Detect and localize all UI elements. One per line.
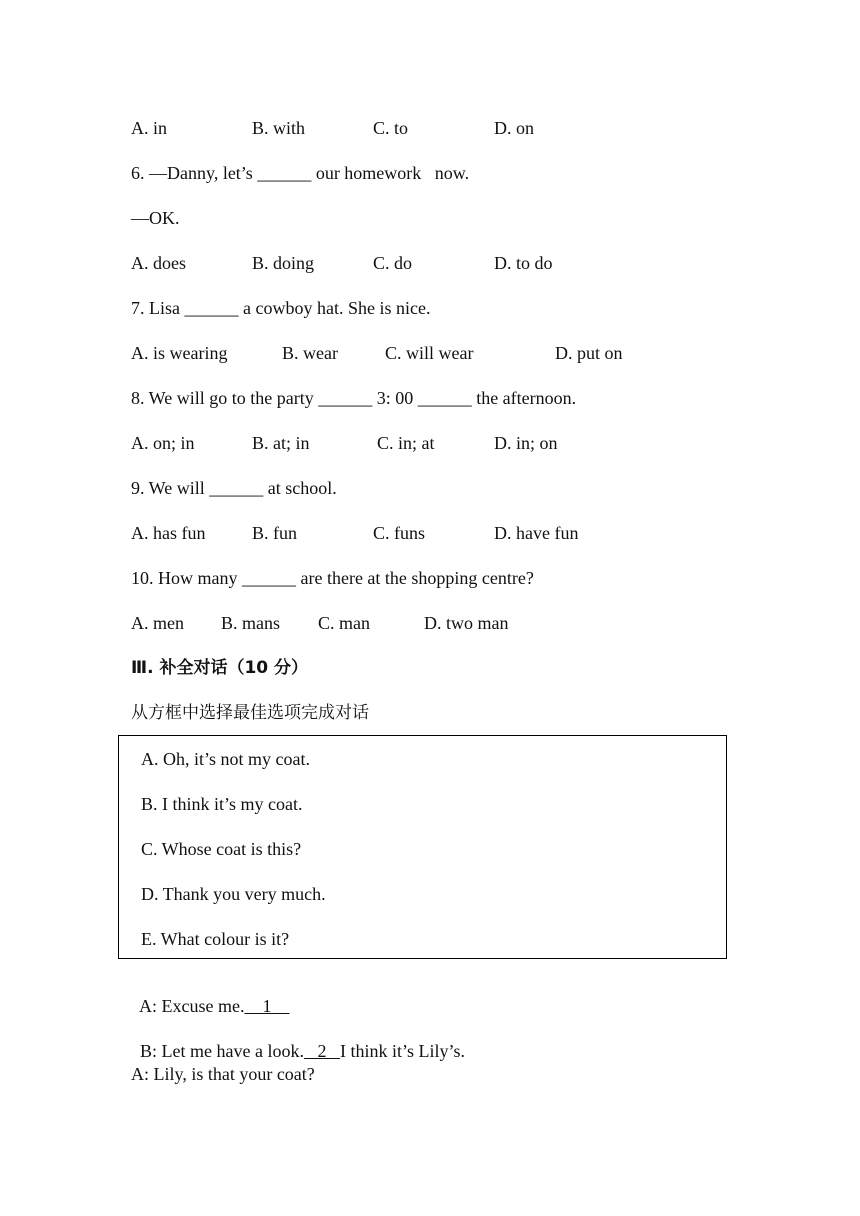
q6-option-a: A. does	[131, 253, 186, 273]
q8-option-b: B. at; in	[252, 433, 310, 453]
options-box	[118, 735, 727, 959]
q5-option-d: D. on	[494, 118, 534, 138]
q7-option-b: B. wear	[282, 343, 338, 363]
dialogue-line-1-text: A: Excuse me.	[139, 996, 245, 1016]
q7-option-d: D. put on	[555, 343, 623, 363]
q8-stem: 8. We will go to the party ______ 3: 00 ______ the afternoon.	[131, 388, 577, 408]
q10-option-a: A. men	[131, 613, 184, 633]
section-3-instruction: 从方框中选择最佳选项完成对话	[131, 703, 369, 723]
q8-option-c: C. in; at	[377, 433, 435, 453]
q9-option-c: C. funs	[373, 523, 426, 543]
q10-option-d: D. two man	[424, 613, 509, 633]
dialogue-line-3: A: Lily, is that your coat?	[131, 1064, 315, 1084]
q8-option-a: A. on; in	[131, 433, 195, 453]
dialogue-line-1	[131, 973, 289, 1017]
q6-option-b: B. doing	[252, 253, 315, 273]
q5-option-b: B. with	[252, 118, 306, 138]
dialogue-line-2-suffix: I think it’s Lily’s.	[339, 1041, 465, 1061]
box-option-b: B. I think it’s my coat.	[141, 794, 303, 814]
blank-2[interactable]: 2	[303, 1041, 340, 1061]
q9-stem: 9. We will ______ at school.	[131, 478, 337, 498]
q8-option-d: D. in; on	[494, 433, 558, 453]
box-option-c: C. Whose coat is this?	[141, 839, 302, 859]
box-option-a: A. Oh, it’s not my coat.	[141, 749, 310, 769]
q10-option-c: C. man	[318, 613, 370, 633]
q6-option-c: C. do	[373, 253, 413, 273]
q6-option-d: D. to do	[494, 253, 553, 273]
q10-stem: 10. How many ______ are there at the shopping centre?	[131, 568, 534, 588]
box-option-e: E. What colour is it?	[141, 929, 290, 949]
q7-option-c: C. will wear	[385, 343, 474, 363]
q9-option-a: A. has fun	[131, 523, 206, 543]
q5-option-a: A. in	[131, 118, 167, 138]
q9-option-b: B. fun	[252, 523, 297, 543]
dialogue-line-2-text: B: Let me have a look.	[140, 1041, 304, 1061]
q9-option-d: D. have fun	[494, 523, 579, 543]
q5-option-c: C. to	[373, 118, 409, 138]
q10-option-b: B. mans	[221, 613, 281, 633]
q7-option-a: A. is wearing	[131, 343, 228, 363]
q6-reply: —OK.	[131, 208, 180, 228]
section-3-heading: Ⅲ. 补全对话（10 分）	[131, 658, 309, 678]
q6-stem: 6. —Danny, let’s ______ our homework now.	[131, 163, 470, 183]
q7-stem: 7. Lisa ______ a cowboy hat. She is nice.	[131, 298, 431, 318]
box-option-d: D. Thank you very much.	[141, 884, 326, 904]
dialogue-line-2	[131, 1018, 465, 1062]
blank-1[interactable]: 1	[244, 996, 290, 1016]
